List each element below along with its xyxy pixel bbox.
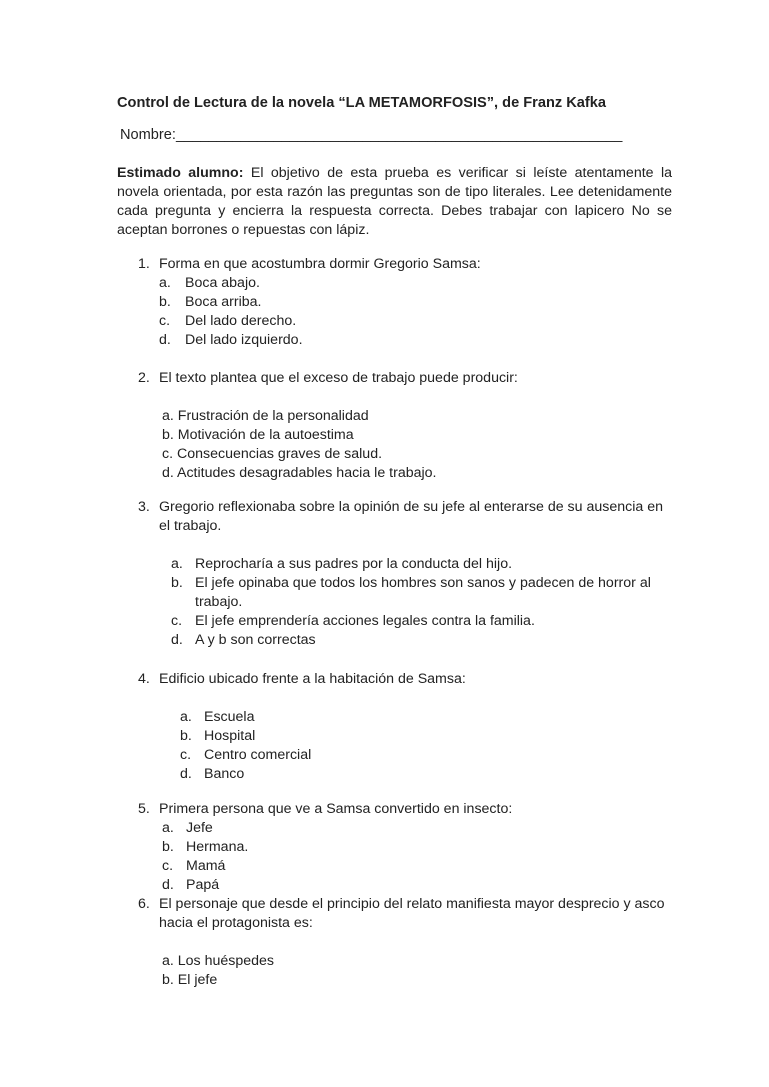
question-6 — [117, 895, 677, 990]
option-a: a. Los huéspedes — [162, 953, 275, 969]
option-b: b. Hospital — [180, 728, 256, 744]
document-title: Control de Lectura de la novela “LA METAMORFOSIS”, de Franz Kafka — [117, 95, 606, 111]
option-c: c. Centro comercial — [180, 747, 312, 763]
question-number: 2. — [138, 370, 150, 386]
intro-label: Estimado alumno: — [117, 165, 244, 181]
question-number: 1. — [138, 256, 150, 272]
question-1 — [117, 255, 677, 350]
option-b: b. El jefe — [162, 972, 218, 988]
question-number: 4. — [138, 671, 150, 687]
option-d: d. Banco — [180, 766, 245, 782]
option-d: d. Actitudes desagradables hacia le trabajo. — [162, 465, 437, 481]
intro-paragraph — [117, 164, 672, 240]
question-text: El personaje que desde el principio del relato manifiesta mayor desprecio y asco — [159, 896, 665, 912]
option-c: c. El jefe emprendería acciones legales contra la familia. — [171, 613, 535, 629]
option-a: a. Escuela — [180, 709, 255, 725]
option-a: a. Boca abajo. — [159, 275, 260, 291]
question-text: Gregorio reflexionaba sobre la opinión de su jefe al enterarse de su ausencia en — [159, 499, 663, 515]
option-a: a. Jefe — [162, 820, 213, 836]
question-text: Edificio ubicado frente a la habitación de Samsa: — [159, 671, 466, 687]
option-d: d. A y b son correctas — [171, 632, 316, 648]
question-text-continued: el trabajo. — [159, 518, 222, 534]
option-b: b. Boca arriba. — [159, 294, 262, 310]
option-a: a. Frustración de la personalidad — [162, 408, 369, 424]
question-3 — [117, 498, 677, 650]
question-number: 3. — [138, 499, 150, 515]
option-c: c. Mamá — [162, 858, 226, 874]
option-d: d. Papá — [162, 877, 220, 893]
question-number: 5. — [138, 801, 150, 817]
question-text: El texto plantea que el exceso de trabajo puede producir: — [159, 370, 518, 386]
option-a: a. Reprocharía a sus padres por la conducta del hijo. — [171, 556, 513, 572]
question-4 — [117, 670, 677, 784]
question-2 — [117, 369, 677, 483]
option-d: d. Del lado izquierdo. — [159, 332, 303, 348]
question-text-continued: hacia el protagonista es: — [159, 915, 313, 931]
question-text: Forma en que acostumbra dormir Gregorio Samsa: — [159, 256, 481, 272]
option-b: b. Motivación de la autoestima — [162, 427, 354, 443]
question-text: Primera persona que ve a Samsa convertido en insecto: — [159, 801, 513, 817]
question-number: 6. — [138, 896, 150, 912]
option-b: b. Hermana. — [162, 839, 249, 855]
question-5 — [117, 800, 677, 895]
name-field: Nombre:_______________________________________________________ — [120, 127, 623, 143]
option-b: b. El jefe opinaba que todos los hombres son sanos y padecen de horror al trabajo. — [171, 575, 651, 610]
option-c: c. Del lado derecho. — [159, 313, 297, 329]
intro-text: El objetivo de esta prueba es verificar si leíste atentamente la novela orientada, por esta razón las preguntas son de tipo literales. Lee detenidamente cada pregunta y encierra la respuesta correcta. Debes trabajar con lapicero No se aceptan borrones o repuestas con lápiz. — [117, 165, 672, 238]
option-c: c. Consecuencias graves de salud. — [162, 446, 383, 462]
